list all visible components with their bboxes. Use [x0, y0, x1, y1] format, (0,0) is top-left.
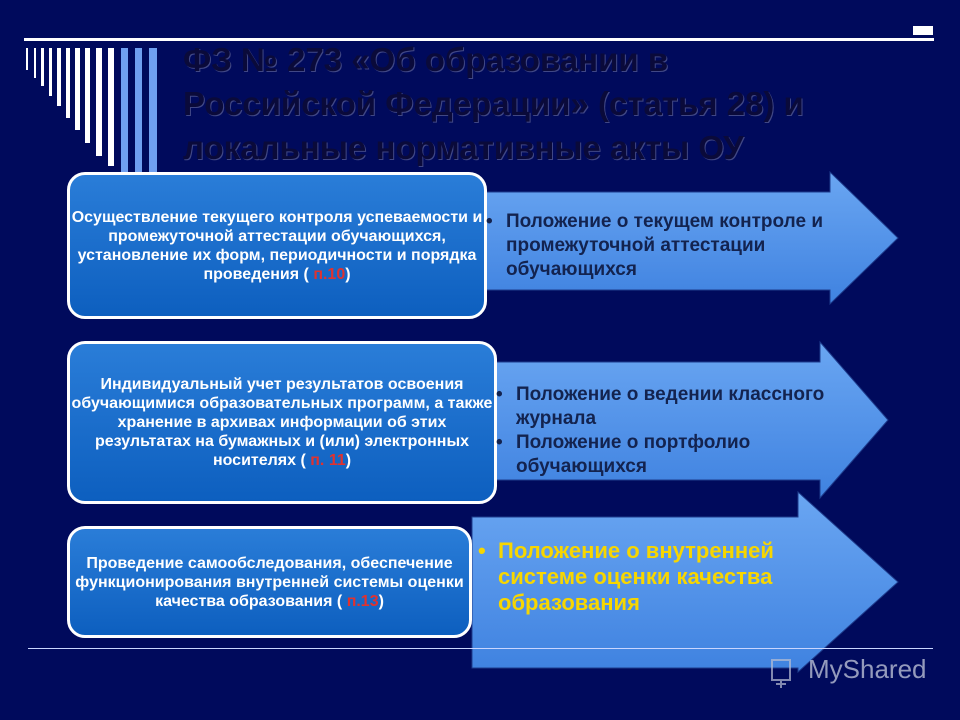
list-item: • Положение о текущем контроле и промежуточной аттестации обучающихся: [486, 210, 846, 282]
list-item: • Положение о ведении классного журнала: [496, 383, 826, 431]
watermark: MyShared: [808, 654, 927, 684]
box-1-text: Осуществление текущего контроля успеваемости и промежуточной аттестации обучающихся, установление их форм, периодичности и порядка проведения (: [71, 208, 483, 283]
arrow-2-list: [496, 383, 826, 479]
title-line-2: Российской Федерации» (статья 28) и: [183, 85, 804, 122]
box-2-text: Индивидуальный учет результатов освоения обучающимися образовательных программ, а также хранение в архивах информации об этих результатах на бумажных и (или) электронных носителях (: [71, 376, 493, 469]
box-3-close: ): [378, 592, 384, 610]
list-item: • Положение о внутренней системе оценки качества образования: [478, 538, 788, 616]
box-1-ref: п.10: [313, 265, 346, 283]
arrow-3-list: [478, 538, 788, 616]
bottom-divider: [28, 648, 933, 649]
title-line-1: ФЗ № 273 «Об образовании в: [183, 41, 669, 78]
box-3-ref: п.13: [346, 592, 379, 610]
box-self-evaluation: [67, 526, 472, 638]
box-1-close: ): [345, 265, 351, 283]
box-2-close: ): [345, 452, 352, 469]
watermark-logo-icon: [764, 652, 804, 692]
box-3-text: Проведение самообследования, обеспечение функционирования внутренней системы оценки качества образования (: [75, 554, 464, 610]
box-2-ref: п. 11: [310, 452, 346, 469]
list-item: • Положение о портфолио обучающихся: [496, 431, 826, 479]
title-line-3: локальные нормативные акты ОУ: [183, 129, 744, 166]
box-individual-record: [67, 341, 497, 504]
arrow-1-list: [486, 210, 846, 282]
box-control-assessment: [67, 172, 487, 319]
